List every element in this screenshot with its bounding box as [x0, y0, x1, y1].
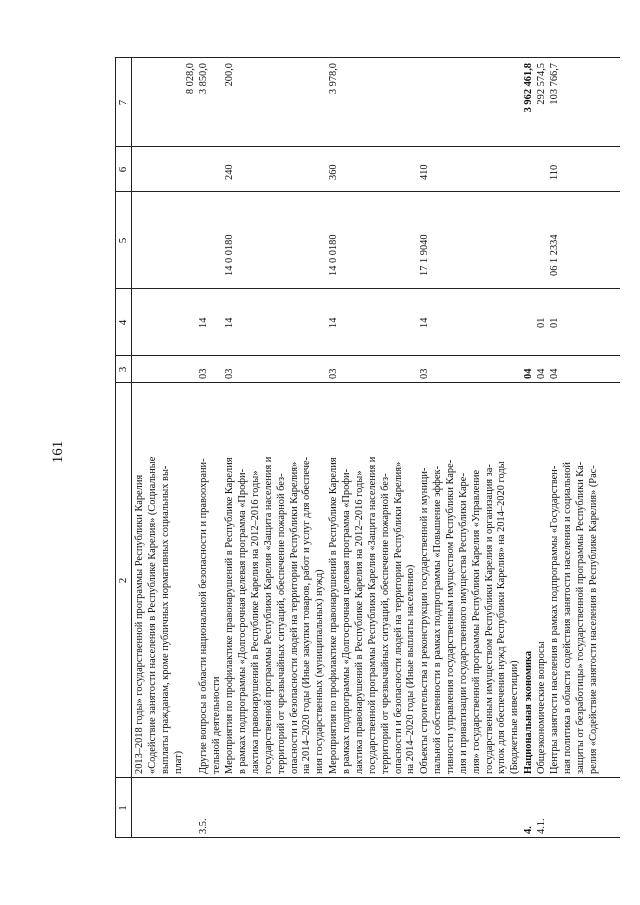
row-description [224, 457, 327, 774]
text-line: в рамках подпрограммы «Долгосрочная целевая программа «Профи- [340, 468, 352, 774]
vr-cell: 110 [549, 164, 560, 180]
amount-cell: 200,0 [224, 63, 235, 87]
amount-cell: 3 962 461,8 [523, 63, 534, 113]
column-divider [115, 288, 620, 289]
text-line: пальной собственности в рамках подпрограммы «Повышение эффек- [431, 465, 443, 774]
pr-cell: 14 [328, 317, 339, 328]
table-border-right [115, 57, 620, 58]
text-line: Мероприятия по профилактике правонарушений в Республике Карелия [328, 457, 339, 774]
vr-cell: 360 [328, 164, 339, 180]
text-line: лактика правонарушений в Республике Карелия на 2012–2016 годы» [353, 470, 365, 774]
table-border-left [115, 837, 620, 838]
row-number: 4.1. [536, 818, 547, 834]
text-line: государственной программы Республики Карелия «Защита населения и [366, 456, 378, 774]
text-line: на 2014–2020 годы (Иные закупки товаров, работ и услуг для обеспече- [301, 456, 313, 774]
text-line: государственной программы Республики Карелия «Защита населения и [262, 456, 274, 774]
text-line: Объекты строительства и реконструкции государственной и муници- [419, 467, 430, 774]
text-line: Национальная экономика [523, 650, 534, 774]
csr-cell: 17 1 9040 [419, 234, 430, 276]
text-line: лия и приватизации государственного имущества Республики Каре- [457, 473, 469, 774]
text-line: опасности и безопасности людей на территории Республики Карелия» [392, 461, 404, 774]
pr-cell: 14 [224, 317, 235, 328]
column-divider [115, 191, 620, 192]
pr-cell: 01 [549, 317, 560, 328]
row-number: 3.5. [198, 818, 209, 834]
row-description [328, 457, 418, 774]
header-col-1: 1 [117, 805, 129, 811]
header-col-7: 7 [117, 99, 129, 106]
header-col-3: 3 [117, 366, 129, 373]
text-line: территорий от чрезвычайных ситуаций, обеспечение пожарной без- [275, 473, 287, 774]
csr-cell: 06 1 2334 [549, 234, 560, 276]
rz-cell: 04 [536, 368, 547, 379]
header-col-4: 4 [117, 319, 129, 326]
amount-cell: 8 028,0 [185, 63, 196, 95]
page-number: 161 [50, 440, 66, 464]
row-description [419, 460, 522, 774]
text-line: выплаты гражданам, кроме публичных нормативных социальных вы- [159, 465, 171, 774]
vr-cell: 240 [224, 164, 235, 180]
text-line: Центры занятости населения в рамках подпрограммы «Государствен- [549, 465, 560, 774]
rz-cell: 04 [523, 368, 534, 379]
text-line: 2013–2018 годы» государственной программы Республики Карелия [134, 474, 145, 774]
text-line: защиты от безработицы» государственной программы Республики Ка- [574, 461, 586, 774]
rz-cell: 03 [224, 368, 235, 379]
text-line: территорий от чрезвычайных ситуаций, обеспечение пожарной без- [379, 473, 391, 774]
row-description [523, 651, 536, 774]
header-col-6: 6 [117, 166, 129, 173]
continuation-text [134, 457, 186, 774]
text-line: Мероприятия по профилактике правонарушений в Республике Карелия [224, 457, 235, 774]
text-line: «Содействие занятости населения в Республике Карелия» (Социальные [146, 456, 158, 774]
header-col-5: 5 [117, 237, 129, 244]
budget-table [115, 58, 620, 838]
header-divider [131, 58, 132, 838]
column-divider [115, 777, 620, 778]
row-number: 4. [523, 826, 534, 834]
pr-cell: 01 [536, 317, 547, 328]
csr-cell: 14 0 0180 [224, 234, 235, 276]
row-description [536, 641, 549, 774]
rz-cell: 03 [198, 368, 209, 379]
header-col-2: 2 [117, 577, 129, 584]
text-line: (Бюджетные инвестиции) [509, 660, 521, 774]
text-line: Общеэкономические вопросы [536, 641, 547, 774]
amount-cell: 3 978,0 [328, 63, 339, 95]
text-line: релия «Содействие занятости населения в Республике Карелия» (Рас- [587, 465, 599, 774]
rz-cell: 04 [549, 368, 560, 379]
text-line: купок для обеспечения нужд Республики Карелия» на 2014–2020 годы [496, 461, 508, 774]
amount-cell: 103 766,7 [549, 63, 560, 105]
text-line: тивности управления государственным имуществом Республики Каре- [444, 459, 456, 774]
column-divider [115, 146, 620, 147]
pr-cell: 14 [198, 317, 209, 328]
text-line: Другие вопросы в области национальной безопасности и правоохрани- [198, 458, 209, 774]
rz-cell: 03 [328, 368, 339, 379]
amount-cell: 3 850,0 [198, 63, 209, 95]
text-line: лактика правонарушений в Республике Карелия на 2012–2016 годы» [249, 470, 261, 774]
text-line: опасности и безопасности людей на территории Республики Карелия» [288, 461, 300, 774]
amount-cell: 292 574,5 [536, 63, 547, 105]
text-line: в рамках подпрограммы «Долгосрочная целевая программа «Профи- [236, 468, 248, 774]
rz-cell: 03 [419, 368, 430, 379]
row-description [198, 458, 224, 774]
row-description [549, 462, 601, 774]
pr-cell: 14 [419, 317, 430, 328]
csr-cell: 14 0 0180 [328, 234, 339, 276]
text-line: тельной деятельности [210, 676, 222, 774]
text-line: государственным имуществом Республики Карелия и организация за- [483, 464, 495, 774]
text-line: ная политика в области содействия занятости населения и социальной [561, 462, 573, 774]
text-line: лия» государственной программы Республики Карелия «Управление [470, 469, 482, 774]
column-divider [115, 382, 620, 383]
column-divider [115, 355, 620, 356]
text-line: ния государственных (муниципальных) нужд) [314, 569, 326, 774]
text-line: плат) [172, 750, 184, 774]
vr-cell: 410 [419, 164, 430, 180]
text-line: на 2014–2020 годы (Иные выплаты населению) [405, 564, 417, 774]
